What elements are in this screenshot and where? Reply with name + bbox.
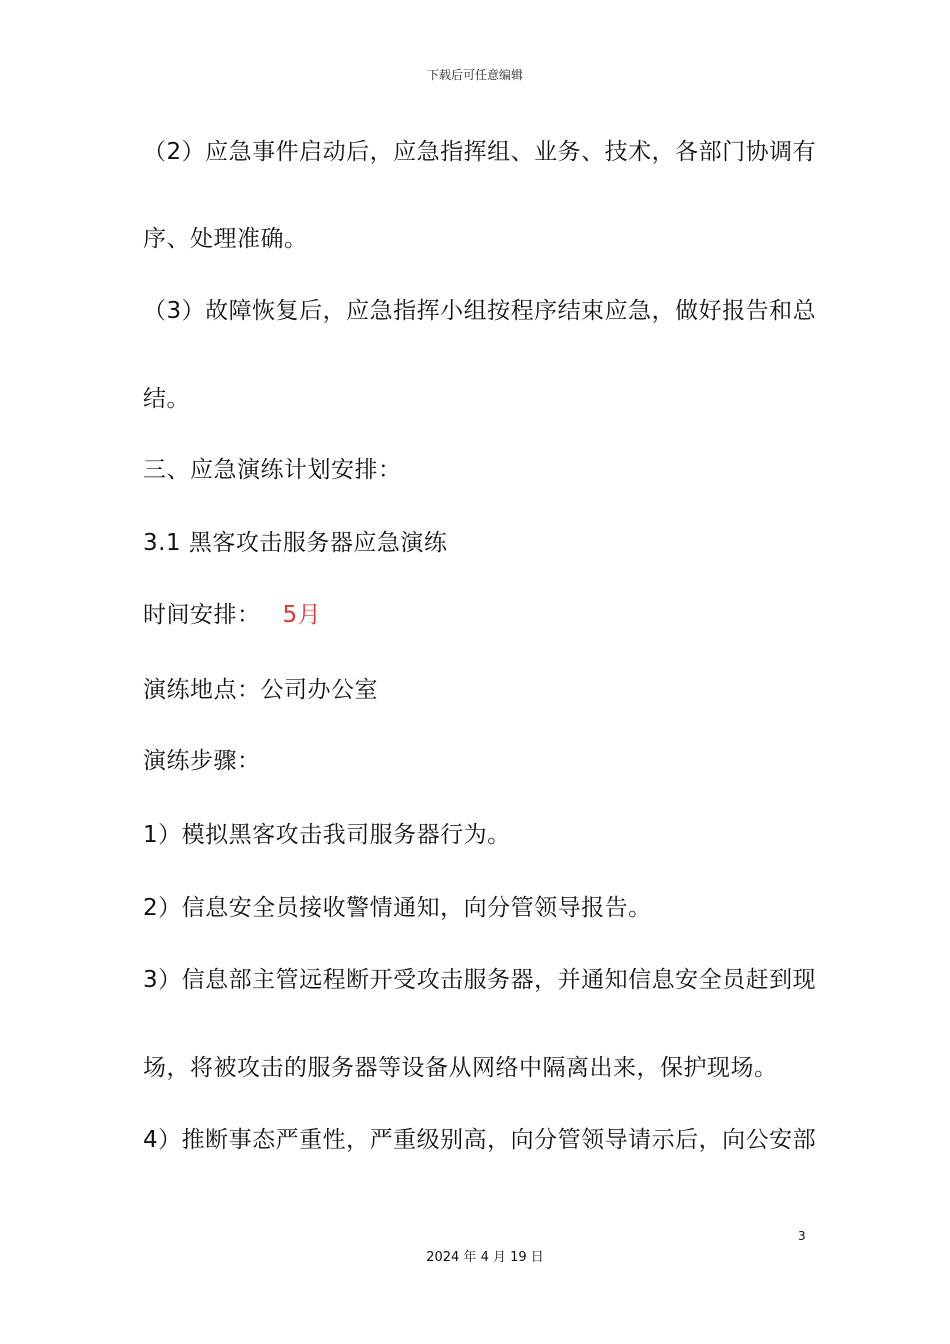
- step-item: 1）模拟黑客攻击我司服务器行为。: [143, 822, 511, 848]
- page-header: 下载后可任意编辑: [426, 68, 523, 82]
- step-item: 3）信息部主管远程断开受攻击服务器，并通知信息安全员赶到现: [143, 967, 817, 993]
- paragraph-line: 结。: [143, 386, 190, 412]
- schedule-label: 时间安排：: [143, 602, 261, 628]
- paragraph-line: （3）故障恢复后，应急指挥小组按程序结束应急，做好报告和总: [143, 298, 817, 324]
- steps-heading: 演练步骤：: [143, 748, 261, 774]
- subsection-heading: 3.1 黑客攻击服务器应急演练: [143, 530, 448, 556]
- location-line: 演练地点：公司办公室: [143, 677, 378, 703]
- step-item: 4）推断事态严重性，严重级别高，向分管领导请示后，向公安部: [143, 1127, 817, 1153]
- step-item: 2）信息安全员接收警情通知，向分管领导报告。: [143, 895, 652, 921]
- schedule-line: [143, 600, 321, 630]
- footer-date: 2024 年 4 月 19 日: [426, 1250, 544, 1265]
- section-heading: 三、应急演练计划安排：: [143, 457, 402, 483]
- paragraph-line: （2）应急事件启动后，应急指挥组、业务、技术，各部门协调有: [143, 139, 817, 165]
- paragraph-line: 序、处理准确。: [143, 226, 308, 252]
- step-item-continuation: 场，将被攻击的服务器等设备从网络中隔离出来，保护现场。: [143, 1055, 778, 1081]
- page-number: 3: [798, 1229, 806, 1243]
- schedule-value: 5月: [282, 602, 322, 628]
